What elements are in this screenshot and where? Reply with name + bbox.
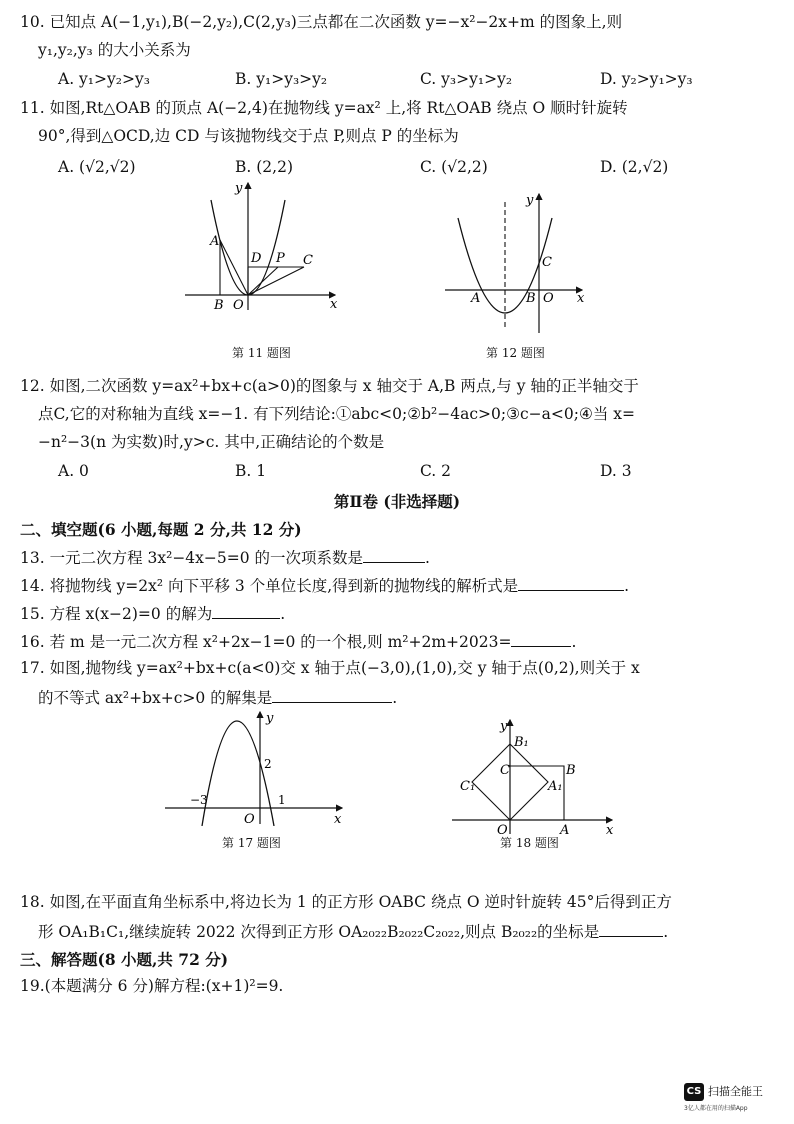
part2-title: 第Ⅱ卷 (非选择题)	[333, 492, 461, 511]
fig11-label-o: O	[233, 298, 244, 313]
q12-line1: 12. 如图,二次函数 y=ax²+bx+c(a>0)的图象与 x 轴交于 A,B 两点,与 y 轴的正半轴交于	[20, 377, 639, 395]
fig12-caption: 第 12 题图	[486, 346, 545, 360]
fig11-segment-op	[248, 267, 278, 295]
fig18-label-y: y	[500, 719, 508, 734]
q12-option-a: A. 0	[58, 462, 89, 480]
fig11-label-x: x	[330, 297, 338, 312]
fig12-label-c: C	[542, 255, 552, 270]
fig17-label-y: y	[266, 711, 274, 726]
q11-option-a: A. (√2,√2)	[58, 158, 136, 176]
q17-end: .	[392, 689, 398, 707]
fig11-label-a: A	[210, 234, 220, 249]
section-3-heading: 三、解答题(8 小题,共 72 分)	[20, 950, 229, 969]
q10-line2: y₁,y₂,y₃ 的大小关系为	[38, 41, 191, 59]
fig18-label-c1: C₁	[460, 779, 476, 794]
fig11-segment-oa	[220, 240, 248, 295]
q11-option-d: D. (2,√2)	[600, 158, 669, 176]
q10-option-a: A. y₁>y₂>y₃	[58, 70, 150, 88]
watermark-tagline: 3亿人都在用的扫描App	[684, 1105, 748, 1112]
fig17-label-2: 2	[264, 757, 272, 771]
q12-option-d: D. 3	[600, 462, 632, 480]
q15-end: .	[280, 605, 286, 623]
fig11-label-y: y	[235, 181, 243, 196]
fig18-label-a: A	[560, 823, 570, 836]
q14-end: .	[624, 577, 630, 595]
q10-option-c: C. y₃>y₁>y₂	[420, 70, 513, 88]
fig12-label-b: B	[526, 291, 536, 306]
q16-answer-blank[interactable]	[511, 630, 571, 647]
q12-line2: 点C,它的对称轴为直线 x=−1. 有下列结论:①abc<0;②b²−4ac>0;③c−a<0;④当 x=	[38, 405, 636, 423]
fig11-label-d: D	[251, 251, 262, 266]
fig17-label-minus3: −3	[190, 793, 208, 807]
fig18-label-o: O	[497, 823, 508, 836]
fig18-label-c: C	[500, 763, 510, 778]
q15-text: 15. 方程 x(x−2)=0 的解为	[20, 605, 213, 623]
q11-line2: 90°,得到△OCD,边 CD 与该抛物线交于点 P,则点 P 的坐标为	[38, 127, 459, 145]
q11-option-b: B. (2,2)	[235, 158, 293, 176]
fig12-label-y: y	[526, 193, 534, 208]
q18-text: 形 OA₁B₁C₁,继续旋转 2022 次得到正方形 OA₂₀₂₂B₂₀₂₂C₂₀₂₂,则点 B₂₀₂₂的坐标是	[38, 923, 600, 941]
fig11-label-b: B	[214, 298, 224, 313]
q13-end: .	[425, 549, 430, 567]
figure-12	[440, 190, 590, 335]
camscanner-logo-icon: CS	[684, 1083, 704, 1101]
q17-line1: 17. 如图,抛物线 y=ax²+bx+c(a<0)交 x 轴于点(−3,0),(1,0),交 y 轴于点(0,2),则关于 x	[20, 659, 640, 677]
q10-option-d: D. y₂>y₁>y₃	[600, 70, 693, 88]
fig18-label-x: x	[606, 823, 614, 836]
section-2-heading: 二、填空题(6 小题,每题 2 分,共 12 分)	[20, 520, 302, 539]
figure-11	[180, 178, 350, 313]
q19: 19.(本题满分 6 分)解方程:(x+1)²=9.	[20, 977, 284, 995]
q17-text: 的不等式 ax²+bx+c>0 的解集是	[38, 689, 273, 707]
q12-option-b: B. 1	[235, 462, 267, 480]
fig12-label-a: A	[471, 291, 481, 306]
q17-line2	[38, 686, 397, 708]
q12-option-c: C. 2	[420, 462, 452, 480]
q18-answer-blank[interactable]	[599, 920, 663, 937]
q15	[20, 602, 285, 624]
fig17-label-x: x	[334, 812, 342, 826]
fig11-segment-oc	[248, 267, 304, 295]
q16-text: 16. 若 m 是一元二次方程 x²+2x−1=0 的一个根,则 m²+2m+2023=	[20, 633, 512, 651]
q10-line1: 10. 已知点 A(−1,y₁),B(−2,y₂),C(2,y₃)三点都在二次函数 y=−x²−2x+m 的图象上,则	[20, 13, 623, 31]
fig11-label-p: P	[276, 251, 285, 266]
scanner-watermark	[684, 1083, 784, 1113]
q13-text: 13. 一元二次方程 3x²−4x−5=0 的一次项系数是	[20, 549, 364, 567]
q11-line1: 11. 如图,Rt△OAB 的顶点 A(−2,4)在抛物线 y=ax² 上,将 Rt△OAB 绕点 O 顺时针旋转	[20, 99, 628, 117]
fig17-caption: 第 17 题图	[222, 836, 281, 850]
fig17-label-o: O	[244, 812, 255, 826]
fig18-label-a1: A₁	[548, 779, 563, 794]
fig18-label-b: B	[566, 763, 576, 778]
q17-answer-blank[interactable]	[272, 686, 392, 703]
watermark-app-name: 扫描全能王	[708, 1085, 763, 1098]
fig18-caption: 第 18 题图	[500, 836, 559, 850]
figure-17	[160, 708, 350, 826]
q14-answer-blank[interactable]	[518, 574, 624, 591]
q14-text: 14. 将抛物线 y=2x² 向下平移 3 个单位长度,得到新的抛物线的解析式是	[20, 577, 519, 595]
q18-end: .	[663, 923, 669, 941]
q13-answer-blank[interactable]	[363, 546, 425, 563]
fig12-label-x: x	[577, 291, 585, 306]
figure-18	[450, 716, 620, 836]
q11-option-c: C. (√2,2)	[420, 158, 488, 176]
fig12-label-o: O	[543, 291, 554, 306]
fig17-label-1: 1	[278, 793, 286, 807]
q12-line3: −n²−3(n 为实数)时,y>c. 其中,正确结论的个数是	[38, 433, 385, 451]
q14	[20, 574, 629, 596]
fig17-parabola	[202, 721, 274, 826]
fig11-label-c: C	[303, 253, 313, 268]
q13	[20, 546, 430, 568]
q18-line2	[38, 920, 668, 942]
q16-end: .	[571, 633, 577, 651]
q18-line1: 18. 如图,在平面直角坐标系中,将边长为 1 的正方形 OABC 绕点 O 逆时针旋转 45°后得到正方	[20, 893, 672, 911]
q10-option-b: B. y₁>y₃>y₂	[235, 70, 328, 88]
q15-answer-blank[interactable]	[212, 602, 280, 619]
fig18-label-b1: B₁	[514, 735, 529, 750]
fig11-caption: 第 11 题图	[232, 346, 291, 360]
q16	[20, 630, 576, 652]
